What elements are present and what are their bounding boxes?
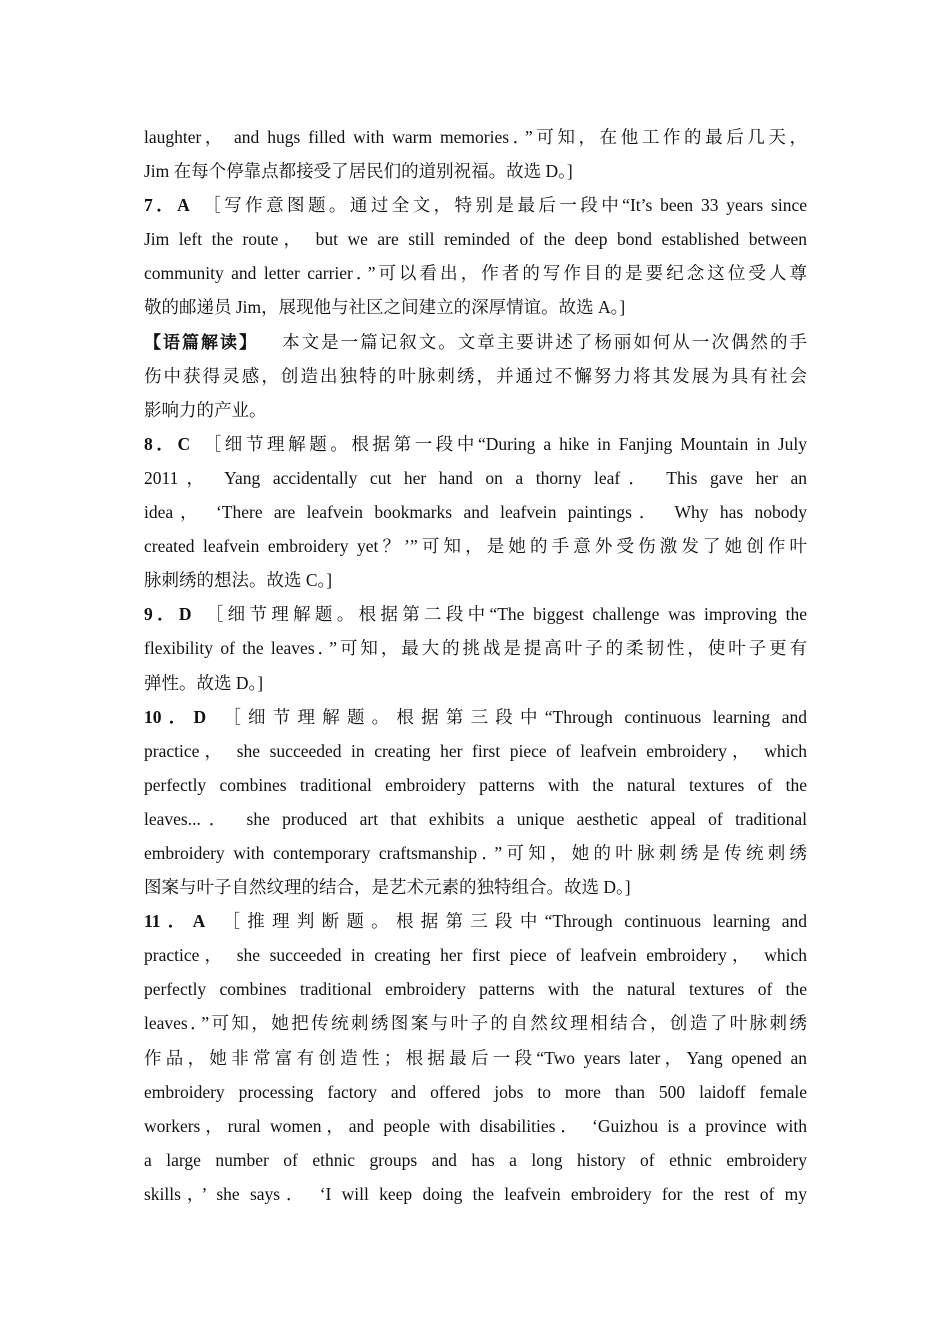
text-line: 伤中获得灵感，创造出独特的叶脉刺绣，并通过不懈努力将其发展为具有社会	[144, 365, 807, 386]
text-line: 作品，她非常富有创造性；根据最后一段“Two years later，Yang opened an	[144, 1047, 807, 1068]
answer-label: 10．D	[144, 706, 207, 727]
answer-label: 9．D	[144, 604, 192, 625]
text-line: embroidery processing factory and offered jobs to more than 500 laidoff female	[144, 1081, 807, 1102]
answer-key-page	[144, 120, 807, 1211]
text-line: skills，’ she says． ‘I will keep doing the leafvein embroidery for the rest of my	[144, 1183, 807, 1204]
text-line: 敬的邮递员 Jim，展现他与社区之间建立的深厚情谊。故选 A。]	[144, 297, 626, 318]
text-line: flexibility of the leaves．”可知，最大的挑战是提高叶子的柔韧性，使叶子更有	[144, 638, 807, 659]
text-line: leaves...． she produced art that exhibits a unique aesthetic appeal of traditional	[144, 808, 807, 829]
passage-analysis-line: 【语篇解读】 本文是一篇记叙文。文章主要讲述了杨丽如何从一次偶然的手	[144, 331, 808, 353]
answer-label: 8．C	[144, 433, 191, 454]
passage-analysis-heading: 【语篇解读】	[144, 332, 259, 353]
text-line: created leafvein embroidery yet？’”可知，是她的手意外受伤激发了她创作叶	[144, 536, 807, 557]
text-line: 图案与叶子自然纹理的结合，是艺术元素的独特组合。故选 D。]	[144, 877, 631, 898]
text-line: 影响力的产业。	[144, 399, 267, 420]
answer-label: 11．A	[144, 911, 206, 932]
answer-8-line: 8．C ［细节理解题。根据第一段中“During a hike in Fanjing Mountain in July	[144, 433, 807, 454]
text-line: laughter， and hugs filled with warm memories．”可知，在他工作的最后几天，	[144, 127, 807, 147]
answer-label: 7．A	[144, 195, 190, 216]
text-line: practice， she succeeded in creating her first piece of leafvein embroidery， which	[144, 740, 807, 761]
text-line: perfectly combines traditional embroidery patterns with the natural textures of the	[144, 774, 807, 795]
text-line: workers，rural women，and people with disabilities． ‘Guizhou is a province with	[144, 1115, 807, 1136]
text-line: a large number of ethnic groups and has a long history of ethnic embroidery	[144, 1149, 807, 1170]
answer-11-line: 11．A ［推理判断题。根据第三段中“Through continuous learning and	[144, 911, 807, 932]
text-line: embroidery with contemporary craftsmanship．”可知，她的叶脉刺绣是传统刺绣	[144, 842, 807, 863]
text-line: practice， she succeeded in creating her first piece of leafvein embroidery， which	[144, 945, 807, 966]
text-line: 2011， Yang accidentally cut her hand on a thorny leaf． This gave her an	[144, 467, 807, 488]
answer-7-line: 7．A ［写作意图题。通过全文，特别是最后一段中“It’s been 33 years since	[144, 195, 808, 216]
text-line: Jim left the route， but we are still reminded of the deep bond established between	[144, 229, 807, 250]
text-line: perfectly combines traditional embroidery patterns with the natural textures of the	[144, 979, 807, 1000]
answer-10-line: 10．D ［细节理解题。根据第三段中“Through continuous learning and	[144, 706, 807, 727]
answer-9-line: 9．D ［细节理解题。根据第二段中“The biggest challenge was improving the	[144, 604, 808, 625]
text-line: community and letter carrier．”可以看出，作者的写作目的是要纪念这位受人尊	[144, 263, 807, 284]
text-line: 脉刺绣的想法。故选 C。]	[144, 570, 333, 591]
text-line: idea， ‘There are leafvein bookmarks and leafvein paintings． Why has nobody	[144, 502, 807, 523]
text-line: 弹性。故选 D。]	[144, 672, 264, 693]
text-line: Jim 在每个停靠点都接受了居民们的道别祝福。故选 D。]	[144, 161, 573, 182]
text-line: leaves．”可知，她把传统刺绣图案与叶子的自然纹理相结合，创造了叶脉刺绣	[144, 1013, 807, 1034]
